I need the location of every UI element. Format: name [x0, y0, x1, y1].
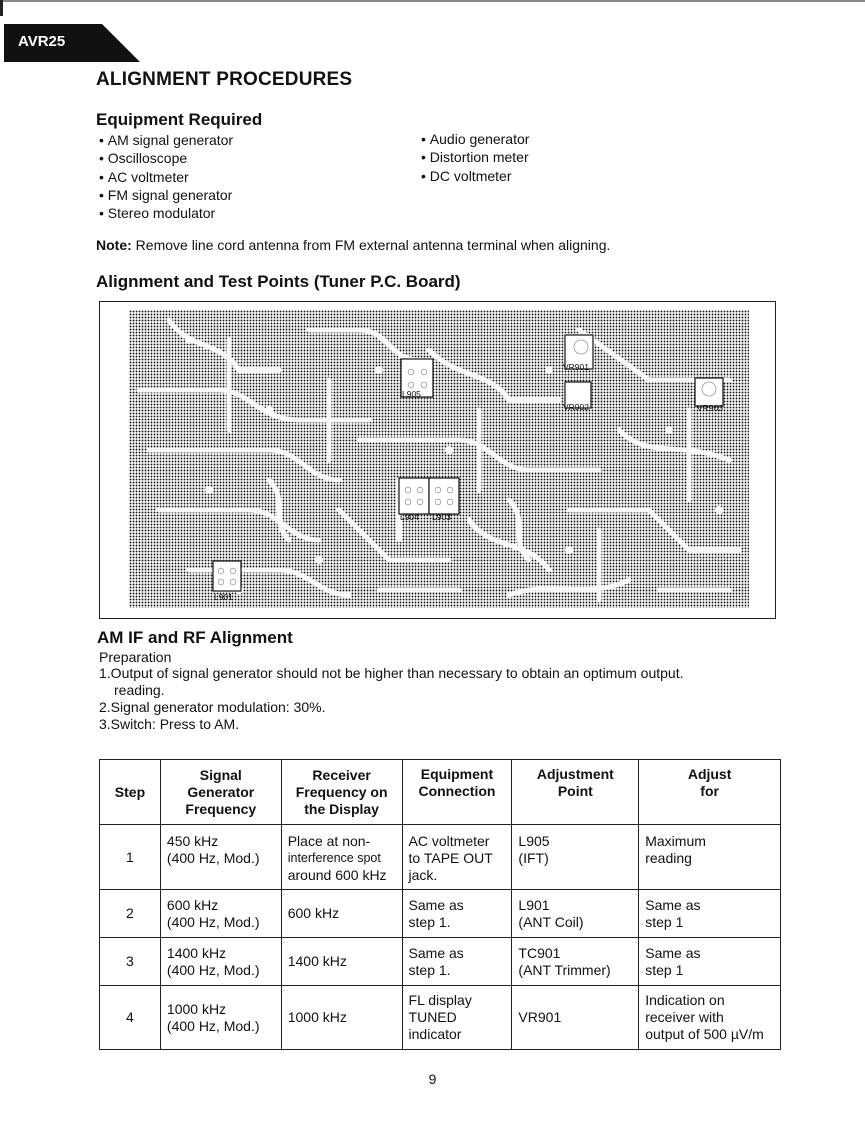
- note: [96, 237, 610, 253]
- receiver-cell: 1000 kHz: [281, 986, 402, 1050]
- header-adjust-for: Adjust for: [639, 760, 781, 825]
- vr902-marker: [563, 382, 591, 412]
- note-text: Remove line cord antenna from FM external antenna terminal when aligning.: [135, 237, 611, 253]
- l905-marker: [401, 359, 433, 399]
- table-row: [100, 890, 781, 938]
- table-row: [100, 938, 781, 986]
- adjust-for-cell: Same as step 1: [639, 890, 781, 938]
- equipment-heading: Equipment Required: [96, 110, 263, 129]
- l901-label: L901: [214, 592, 233, 602]
- header-equipment-connection: Equipment Connection: [402, 760, 512, 825]
- list-item: • Stereo modulator: [99, 204, 233, 222]
- model-tab-label: AVR25: [18, 33, 66, 50]
- equipment-list-right: [421, 130, 529, 185]
- l905-label: L905: [402, 389, 421, 399]
- list-item: • AC voltmeter: [99, 168, 233, 186]
- pcb-heading: Alignment and Test Points (Tuner P.C. Board): [96, 272, 461, 291]
- step-cell: 2: [100, 890, 161, 938]
- adjust-for-cell: Indication on receiver with output of 500 µV/m: [639, 986, 781, 1050]
- am-heading: AM IF and RF Alignment: [97, 628, 293, 647]
- equipment-cell: AC voltmeter to TAPE OUT jack.: [402, 825, 512, 890]
- page-number: 9: [428, 1071, 437, 1087]
- list-item: • Audio generator: [421, 130, 529, 148]
- receiver-cell: 1400 kHz: [281, 938, 402, 986]
- list-item: • DC voltmeter: [421, 167, 529, 185]
- pcb-board-diagram: [129, 310, 749, 608]
- adjustment-cell: L905 (IFT): [512, 825, 639, 890]
- table-row: [100, 825, 781, 890]
- pcb-figure: [99, 301, 776, 619]
- table-row: [100, 986, 781, 1050]
- step-cell: 1: [100, 825, 161, 890]
- am-alignment-table: [99, 759, 781, 1050]
- vr901-label: VR901: [563, 362, 589, 372]
- receiver-cell: Place at non- interference spot around 600 kHz: [281, 825, 402, 890]
- step-cell: 3: [100, 938, 161, 986]
- vr902-label: VR902: [563, 402, 589, 412]
- equipment-cell: Same as step 1.: [402, 890, 512, 938]
- adjust-for-cell: Same as step 1: [639, 938, 781, 986]
- adjust-for-cell: Maximum reading: [639, 825, 781, 890]
- top-rule: [0, 0, 865, 2]
- page-title: ALIGNMENT PROCEDURES: [96, 69, 353, 90]
- header-receiver-frequency: Receiver Frequency on the Display: [281, 760, 402, 825]
- edge-mark: [0, 0, 3, 16]
- vr903-marker: [695, 378, 723, 413]
- prep-step-1-cont: reading.: [114, 682, 165, 698]
- l903-label: L903: [432, 512, 451, 522]
- list-item: • Distortion meter: [421, 148, 529, 166]
- header-step: Step: [100, 760, 161, 825]
- equipment-cell: FL display TUNED indicator: [402, 986, 512, 1050]
- adjustment-cell: VR901: [512, 986, 639, 1050]
- list-item: • FM signal generator: [99, 186, 233, 204]
- header-signal-generator: Signal Generator Frequency: [160, 760, 281, 825]
- l904-label: L904: [400, 512, 419, 522]
- preparation-label: Preparation: [99, 649, 172, 665]
- equipment-list-left: [99, 131, 233, 222]
- step-cell: 4: [100, 986, 161, 1050]
- signal-cell: 1000 kHz (400 Hz, Mod.): [160, 986, 281, 1050]
- vr901-marker: [563, 335, 593, 372]
- note-label: Note:: [96, 237, 132, 253]
- prep-step-1: 1.Output of signal generator should not be higher than necessary to obtain an optimum output.: [99, 665, 684, 681]
- signal-cell: 600 kHz (400 Hz, Mod.): [160, 890, 281, 938]
- prep-step-3: 3.Switch: Press to AM.: [99, 716, 240, 732]
- signal-cell: 1400 kHz (400 Hz, Mod.): [160, 938, 281, 986]
- table-header-row: [100, 760, 781, 825]
- header-adjustment-point: Adjustment Point: [512, 760, 639, 825]
- equipment-cell: Same as step 1.: [402, 938, 512, 986]
- adjustment-cell: L901 (ANT Coil): [512, 890, 639, 938]
- list-item: • AM signal generator: [99, 131, 233, 149]
- vr903-label: VR903: [697, 403, 723, 413]
- list-item: • Oscilloscope: [99, 149, 233, 167]
- adjustment-cell: TC901 (ANT Trimmer): [512, 938, 639, 986]
- prep-step-2: 2.Signal generator modulation: 30%.: [99, 699, 326, 715]
- signal-cell: 450 kHz (400 Hz, Mod.): [160, 825, 281, 890]
- receiver-cell: 600 kHz: [281, 890, 402, 938]
